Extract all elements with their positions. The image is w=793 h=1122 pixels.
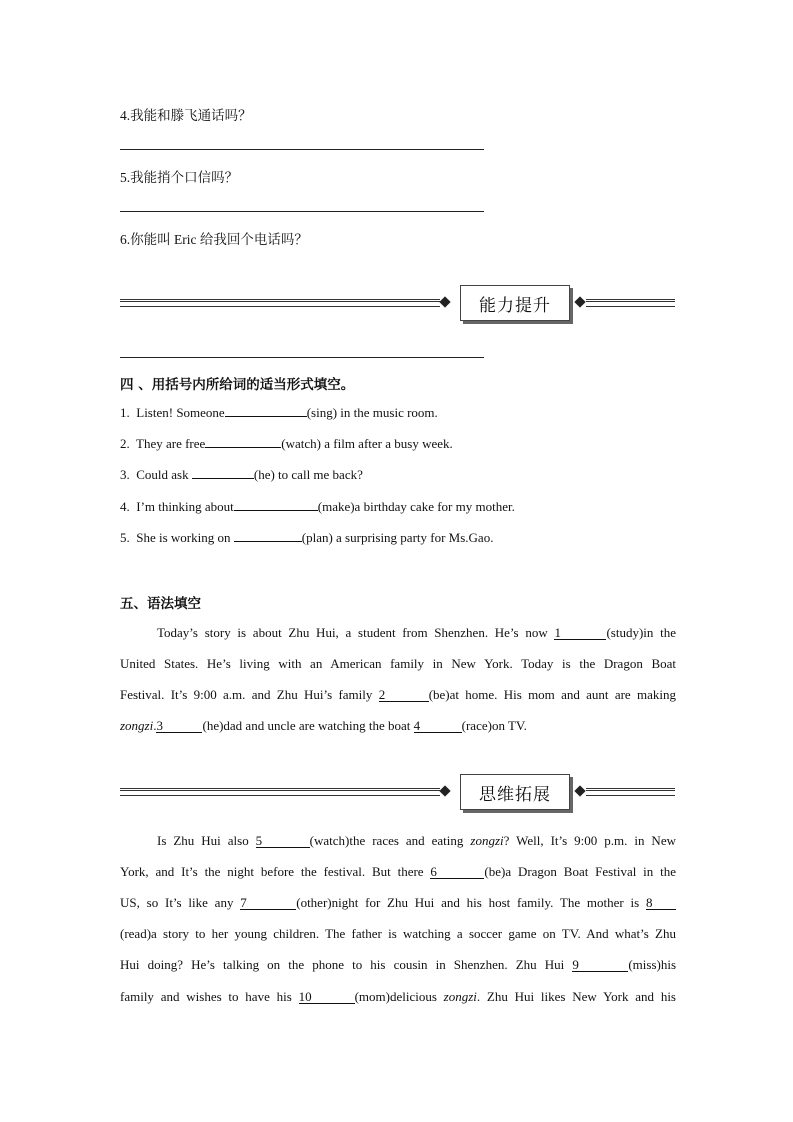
section-5-heading: 五、语法填空 — [120, 596, 201, 612]
passage-line: Festival. It’s 9:00 a.m. and Zhu Hui’s family 2 (be)at home. His mom and aunt are making — [120, 687, 676, 702]
passage-line: Is Zhu Hui also 5 (watch)the races and eating zongzi? Well, It’s 9:00 p.m. in New — [157, 833, 676, 848]
question-6: 6.你能叫 Eric 给我回个电话吗？ — [120, 232, 308, 247]
section-banner-thinking — [120, 772, 675, 814]
passage-line: zongzi.3 (he)dad and uncle are watching the boat 4 (race)on TV. — [120, 718, 527, 733]
banner-title-thinking: 思维拓展 — [460, 774, 570, 810]
blank-5[interactable]: 5 — [256, 834, 310, 848]
answer-line-4[interactable] — [120, 149, 484, 150]
answer-line-6[interactable] — [120, 357, 484, 358]
passage-line: Hui doing? He’s talking on the phone to his cousin in Shenzhen. Zhu Hui 9 (miss)his — [120, 957, 676, 972]
blank-7[interactable]: 7 — [240, 896, 296, 910]
banner-title-ability: 能力提升 — [460, 285, 570, 321]
banner-rule-right — [586, 299, 675, 308]
fill-item-4: 4. I’m thinking about (make)a birthday cake for my mother. — [120, 499, 515, 514]
passage-line: US, so It’s like any 7 (other)night for Zhu Hui and his host family. The mother is 8 — [120, 887, 676, 918]
diamond-icon — [439, 785, 450, 796]
blank-3[interactable]: 3 — [156, 719, 202, 733]
diamond-icon — [574, 785, 585, 796]
blank-10[interactable]: 10 — [299, 990, 355, 1004]
blank-input[interactable] — [225, 416, 307, 417]
fill-item-1: 1. Listen! Someone (sing) in the music room. — [120, 405, 438, 420]
passage-line: York, and It’s the night before the festival. But there 6 (be)a Dragon Boat Festival in the — [120, 864, 676, 879]
blank-2[interactable]: 2 — [379, 688, 429, 702]
fill-item-2: 2. They are free (watch) a film after a busy week. — [120, 436, 453, 451]
blank-8[interactable]: 8 — [646, 896, 676, 910]
fill-item-3: 3. Could ask (he) to call me back? — [120, 467, 363, 482]
question-5: 5.我能捎个口信吗？ — [120, 170, 239, 185]
passage-line: United States. He’s living with an American family in New York. Today is the Dragon Boat — [120, 656, 676, 671]
passage-line: family and wishes to have his 10 (mom)delicious zongzi. Zhu Hui likes New York and his — [120, 989, 676, 1004]
answer-line-5[interactable] — [120, 211, 484, 212]
blank-6[interactable]: 6 — [430, 865, 484, 879]
banner-rule-left — [120, 299, 440, 308]
section-banner-ability — [120, 283, 675, 325]
banner-rule-left — [120, 788, 440, 797]
blank-4[interactable]: 4 — [414, 719, 462, 733]
section-4-heading: 四 、用括号内所给词的适当形式填空。 — [120, 377, 355, 393]
passage-line: Today’s story is about Zhu Hui, a student from Shenzhen. He’s now 1 (study)in the — [157, 625, 676, 640]
blank-input[interactable] — [192, 478, 254, 479]
blank-9[interactable]: 9 — [572, 958, 628, 972]
banner-rule-right — [586, 788, 675, 797]
blank-input[interactable] — [234, 541, 302, 542]
diamond-icon — [574, 296, 585, 307]
diamond-icon — [439, 296, 450, 307]
question-4: 4.我能和滕飞通话吗？ — [120, 108, 252, 123]
fill-item-5: 5. She is working on (plan) a surprising party for Ms.Gao. — [120, 530, 494, 545]
blank-input[interactable] — [234, 510, 318, 511]
blank-input[interactable] — [205, 447, 281, 448]
passage-line: (read)a story to her young children. The father is watching a soccer game on TV. And what’s Zhu — [120, 926, 676, 941]
blank-1[interactable]: 1 — [554, 626, 606, 640]
